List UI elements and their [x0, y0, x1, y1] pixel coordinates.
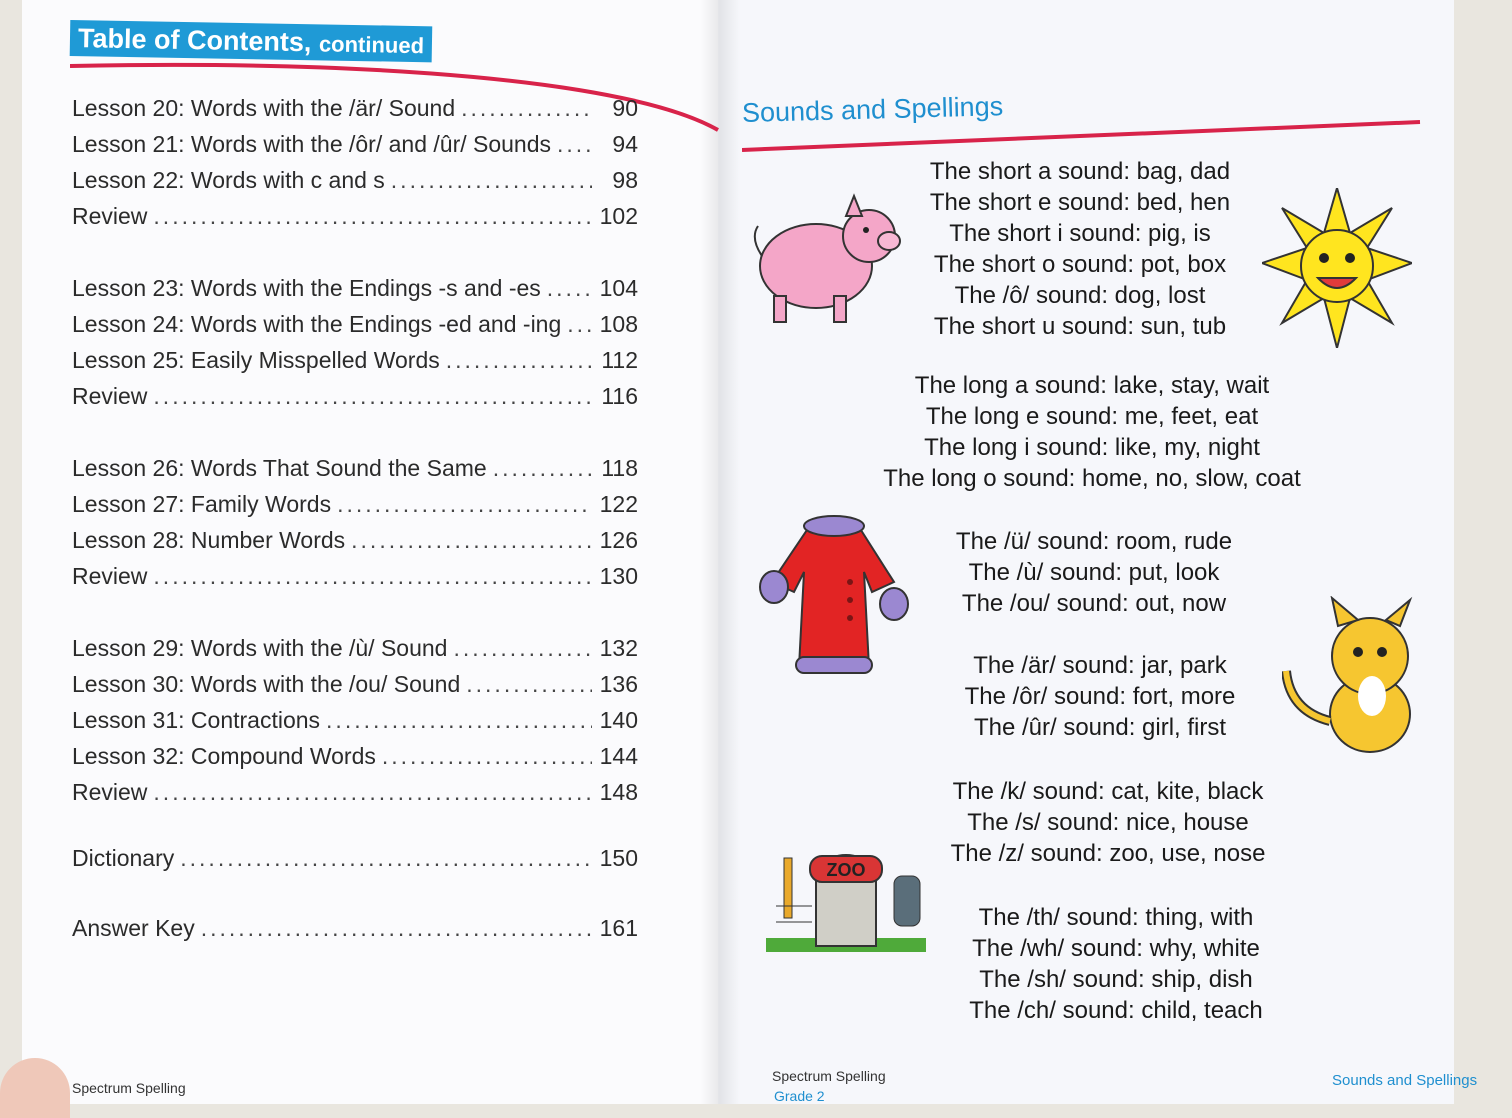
toc-row[interactable] [72, 702, 638, 738]
zoo-sign-text: ZOO [826, 860, 866, 880]
toc-label: Review [72, 383, 148, 409]
toc-group-answer-key [72, 910, 638, 946]
toc-leader [153, 558, 592, 594]
sounds-block-long [832, 370, 1352, 494]
toc-heading-continued: continued [318, 31, 425, 59]
sound-line: The /är/ sound: jar, park [973, 652, 1227, 679]
toc-group-3 [72, 450, 638, 594]
toc-group-2 [72, 270, 638, 414]
right-footer-book: Spectrum Spelling [772, 1068, 886, 1084]
toc-page: 102 [599, 203, 638, 229]
toc-row[interactable] [72, 666, 638, 702]
sounds-block-digraphs [856, 902, 1376, 1026]
toc-group-1 [72, 90, 638, 234]
sound-line: The /sh/ sound: ship, dish [979, 966, 1253, 993]
sound-line: The long e sound: me, feet, eat [925, 403, 1259, 430]
sound-line: The short e sound: bed, hen [929, 189, 1231, 216]
toc-page: 140 [599, 707, 638, 733]
sound-line: The short a sound: bag, dad [929, 158, 1231, 185]
toc-row[interactable] [72, 198, 638, 234]
toc-row[interactable] [72, 840, 638, 876]
sound-line: The /ôr/ sound: fort, more [964, 683, 1236, 710]
toc-label: Dictionary [72, 845, 175, 871]
toc-row[interactable] [72, 270, 638, 306]
toc-leader [337, 486, 592, 522]
toc-label: Lesson 27: Family Words [72, 491, 332, 517]
toc-label: Answer Key [72, 915, 195, 941]
toc-page: 150 [599, 845, 638, 871]
toc-label: Review [72, 779, 148, 805]
toc-row[interactable] [72, 306, 638, 342]
toc-leader [153, 774, 592, 810]
coat-illustration [754, 512, 914, 680]
toc-page: 116 [601, 383, 638, 409]
toc-label: Lesson 32: Compound Words [72, 743, 376, 769]
sound-line: The /ch/ sound: child, teach [969, 997, 1263, 1024]
sound-line: The /ou/ sound: out, now [961, 590, 1227, 617]
toc-leader [391, 162, 592, 198]
toc-page: 132 [599, 635, 638, 661]
toc-row[interactable] [72, 342, 638, 378]
left-footer: Spectrum Spelling [72, 1080, 186, 1096]
toc-label: Lesson 21: Words with the /ôr/ and /ûr/ Sounds [72, 131, 552, 157]
toc-page: 104 [599, 275, 638, 301]
toc-label: Lesson 31: Contractions [72, 707, 321, 733]
pig-illustration [744, 186, 904, 331]
sound-line: The long o sound: home, no, slow, coat [883, 465, 1301, 492]
toc-leader [446, 342, 592, 378]
toc-page: 144 [599, 743, 638, 769]
toc-row[interactable] [72, 738, 638, 774]
sound-line: The /th/ sound: thing, with [978, 904, 1254, 931]
toc-row[interactable] [72, 486, 638, 522]
toc-row[interactable] [72, 558, 638, 594]
toc-page: 108 [599, 311, 638, 337]
toc-page: 148 [599, 779, 638, 805]
sound-line: The short o sound: pot, box [933, 251, 1227, 278]
toc-row[interactable] [72, 126, 638, 162]
toc-page: 161 [599, 915, 638, 941]
sound-line: The long i sound: like, my, night [924, 434, 1260, 461]
toc-row[interactable] [72, 450, 638, 486]
toc-label: Lesson 24: Words with the Endings -ed and -ing [72, 311, 562, 337]
toc-page: 94 [612, 131, 638, 157]
sound-line: The short i sound: pig, is [949, 220, 1211, 247]
toc-row[interactable] [72, 90, 638, 126]
right-footer-grade: Grade 2 [774, 1088, 825, 1104]
toc-leader [493, 450, 592, 486]
toc-row[interactable] [72, 378, 638, 414]
toc-page: 118 [601, 455, 638, 481]
toc-leader [557, 126, 592, 162]
sounds-block-consonants [848, 776, 1368, 869]
cat-illustration [1282, 596, 1442, 758]
toc-page: 130 [599, 563, 638, 589]
toc-label: Lesson 25: Easily Misspelled Words [72, 347, 440, 373]
zoo-illustration [766, 846, 926, 958]
sound-line: The long a sound: lake, stay, wait [914, 372, 1270, 399]
toc-label: Lesson 26: Words That Sound the Same [72, 455, 487, 481]
sounds-red-rule [742, 118, 1422, 158]
toc-heading-main: Table of Contents, [77, 23, 312, 58]
toc-heading [70, 20, 433, 62]
toc-page: 122 [599, 491, 638, 517]
sound-line: The /z/ sound: zoo, use, nose [950, 840, 1266, 867]
toc-page: 126 [599, 527, 638, 553]
toc-page: 90 [612, 95, 638, 121]
toc-page: 112 [601, 347, 638, 373]
toc-group-4 [72, 630, 638, 810]
toc-label: Lesson 28: Number Words [72, 527, 346, 553]
sound-line: The /s/ sound: nice, house [967, 809, 1249, 836]
toc-leader [153, 378, 592, 414]
sound-line: The /ü/ sound: room, rude [955, 528, 1233, 555]
toc-label: Review [72, 203, 148, 229]
toc-row[interactable] [72, 774, 638, 810]
toc-label: Lesson 30: Words with the /ou/ Sound [72, 671, 461, 697]
toc-group-dictionary [72, 840, 638, 876]
sounds-title: Sounds and Spellings [741, 91, 1004, 128]
sound-line: The /wh/ sound: why, white [972, 935, 1260, 962]
toc-leader [466, 666, 592, 702]
toc-label: Lesson 22: Words with c and s [72, 167, 385, 193]
toc-leader [153, 198, 592, 234]
toc-leader [453, 630, 592, 666]
toc-leader [201, 910, 592, 946]
toc-label: Lesson 23: Words with the Endings -s and -es [72, 275, 541, 301]
toc-leader [567, 306, 592, 342]
toc-leader [326, 702, 592, 738]
toc-leader [351, 522, 592, 558]
right-footer-section: Sounds and Spellings [1332, 1072, 1478, 1089]
sound-line: The short u sound: sun, tub [933, 313, 1227, 340]
toc-row[interactable] [72, 162, 638, 198]
toc-label: Lesson 29: Words with the /ù/ Sound [72, 635, 448, 661]
toc-row[interactable] [72, 910, 638, 946]
toc-page: 136 [599, 671, 638, 697]
book-gutter [700, 0, 740, 1104]
toc-label: Lesson 20: Words with the /är/ Sound [72, 95, 456, 121]
sound-line: The /ûr/ sound: girl, first [973, 714, 1227, 741]
toc-leader [180, 840, 592, 876]
toc-page: 98 [612, 167, 638, 193]
sound-line: The /ù/ sound: put, look [968, 559, 1220, 586]
toc-leader [547, 270, 592, 306]
toc-row[interactable] [72, 630, 638, 666]
sound-line: The /ô/ sound: dog, lost [954, 282, 1206, 309]
sound-line: The /k/ sound: cat, kite, black [952, 778, 1264, 805]
toc-label: Review [72, 563, 148, 589]
toc-leader [382, 738, 592, 774]
sun-illustration [1262, 188, 1412, 348]
toc-row[interactable] [72, 522, 638, 558]
toc-leader [461, 90, 592, 126]
